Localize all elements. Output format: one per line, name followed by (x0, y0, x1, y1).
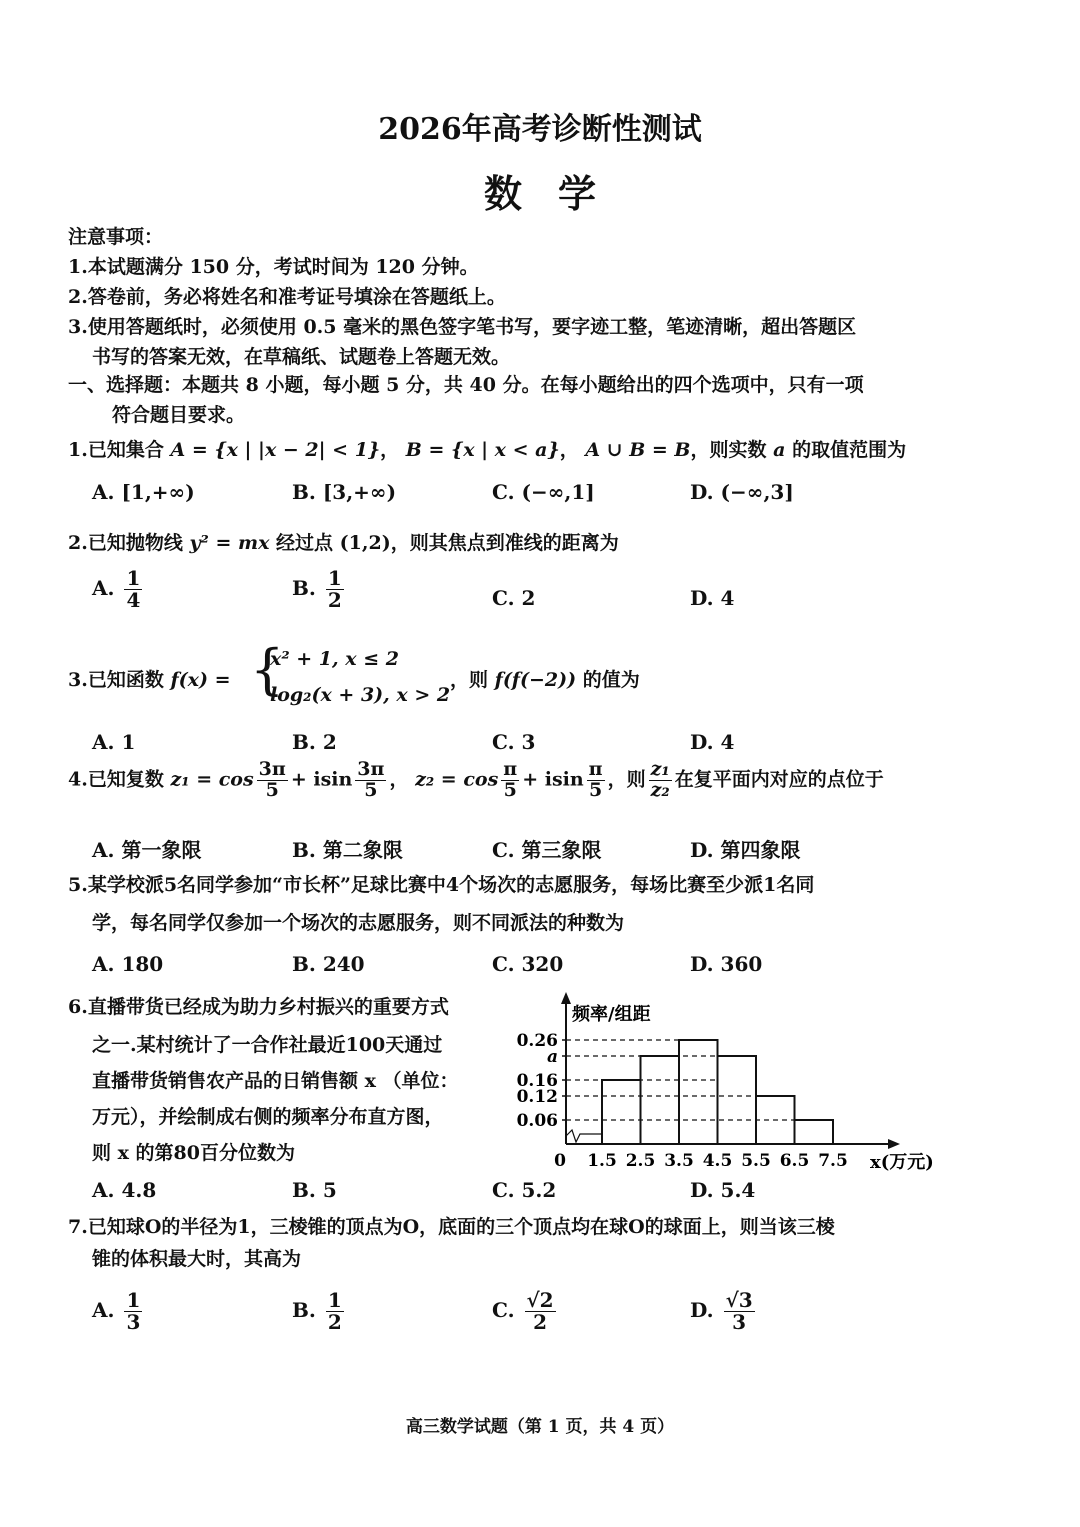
q2-equation: y² = mx (189, 532, 270, 554)
q2-frac-a-den: 4 (126, 588, 141, 612)
q7-frac-b-num: 1 (327, 1288, 342, 1312)
note-3: 3.使用答题纸时，必须使用 0.5 毫米的黑色签字笔书写，要字迹工整，笔迹清晰，超出答题区 (68, 316, 857, 338)
q1-union: A ∪ B = B (585, 439, 691, 461)
q7-option-d-label: D. (690, 1298, 714, 1322)
q4-frac-z1-sin (355, 760, 386, 801)
q3-lead: 3.已知函数 (68, 669, 164, 691)
q3-tail-line (450, 665, 640, 692)
q6-option-b: B. 5 (292, 1178, 337, 1202)
q4-z1-lhs: z₁ = cos (170, 768, 254, 791)
histogram-bar (718, 1056, 757, 1144)
q2-tail: 经过点 (1,2)，则其焦点到准线的距离为 (276, 532, 619, 554)
q1-option-a: A. [1,+∞) (92, 480, 195, 504)
q3-tail: ，则 (450, 669, 489, 691)
q4-frac-z1-sin-num: 3π (357, 758, 385, 780)
q2-frac-b-num: 1 (327, 566, 342, 590)
q7-frac-c-num: √2 (526, 1288, 554, 1312)
histogram-bar (795, 1120, 834, 1144)
q1-tail2: 的取值范围为 (792, 439, 907, 461)
x-tick-label: 3.5 (664, 1151, 694, 1171)
q7-option-a-label: A. (92, 1298, 115, 1322)
q2-option-b (292, 568, 347, 611)
q7-frac-c-den: 2 (533, 1310, 547, 1334)
q7-frac-a (124, 1290, 142, 1333)
q4-ratio (649, 760, 672, 801)
q7-frac-b-den: 2 (327, 1310, 342, 1334)
question-4: 4.已知复数 z₁ = cos $\frac{3\pi}{5}$ + isin $\frac{3\pi}{5}$ ， z₂ = cos $\frac{\pi}{5}$ + isin $\frac{\pi}{5}$ ，则 $\frac{\text{z₁}}{\text{z₂}}$ 在复平面内对应的点位于 (68, 758, 884, 801)
section-heading: 一、选择题：本题共 8 小题，每小题 5 分，共 40 分。在每小题给出的四个选项中，只有一项 (68, 374, 864, 396)
q6-option-a: A. 4.8 (92, 1178, 157, 1202)
origin-label: 0 (554, 1151, 566, 1171)
q7-frac-a-num: 1 (126, 1288, 141, 1312)
q1-lead: 1.已知集合 (68, 439, 164, 461)
q7-line-2: 锥的体积最大时，其高为 (92, 1248, 302, 1270)
q6-line-1: 6.直播带货已经成为助力乡村振兴的重要方式 (68, 996, 449, 1018)
subject-title: 数学 (483, 171, 632, 216)
frequency-histogram (510, 992, 950, 1182)
y-tick-label: 0.26 (516, 1031, 558, 1051)
section-heading-cont: 符合题目要求。 (112, 404, 246, 426)
y-tick-label: 0.06 (516, 1111, 558, 1131)
q4-lead: 4.已知复数 (68, 768, 164, 791)
q4-option-c: C. 第三象限 (492, 838, 602, 862)
q1-set-a: A = {x | |x − 2| < 1} (170, 439, 381, 461)
x-tick-label: 5.5 (741, 1151, 771, 1171)
y-tick-label: 0.12 (516, 1087, 558, 1107)
histogram-bar (602, 1080, 641, 1144)
q7-option-d (690, 1290, 758, 1333)
q4-frac-z1-sin-den: 5 (364, 778, 378, 801)
q7-frac-d-num: √3 (725, 1288, 753, 1312)
q5-line-2: 学，每名同学仅参加一个场次的志愿服务，则不同派法的种数为 (92, 912, 625, 934)
q3-ffx: f(f(−2)) (494, 669, 577, 691)
q3-option-a: A. 1 (92, 730, 136, 754)
q5-option-a: A. 180 (92, 952, 164, 976)
q6-line-3: 直播带货销售农产品的日销售额 x （单位： (92, 1070, 459, 1092)
x-axis-label: x(万元) (870, 1152, 934, 1173)
note-1: 1.本试题满分 150 分，考试时间为 120 分钟。 (68, 256, 479, 278)
q4-frac-z1-cos-num: 3π (258, 758, 286, 780)
q4-frac-z2-cos-den: 5 (503, 778, 517, 801)
q7-option-c-label: C. (492, 1298, 515, 1322)
q1-tail: ，则实数 (690, 439, 767, 461)
x-tick-label: 1.5 (587, 1151, 617, 1171)
q3-case-1: x² + 1, x ≤ 2 (270, 648, 399, 670)
q7-frac-b (326, 1290, 344, 1333)
q5-option-d: D. 360 (690, 952, 763, 976)
q6-option-c: C. 5.2 (492, 1178, 557, 1202)
q7-frac-c (525, 1290, 556, 1333)
q1-option-b: B. [3,+∞) (292, 480, 397, 504)
q2-lead: 2.已知抛物线 (68, 532, 183, 554)
q3-case-2: log₂(x + 3), x > 2 (270, 684, 451, 706)
q1-option-c: C. (−∞,1] (492, 480, 595, 504)
y-tick-label: 0.16 (516, 1071, 558, 1091)
q2-frac-a-num: 1 (126, 566, 141, 590)
note-3-cont: 书写的答案无效，在草稿纸、试题卷上答题无效。 (92, 346, 511, 368)
question-2 (68, 528, 619, 555)
q4-option-a: A. 第一象限 (92, 838, 202, 862)
q3-option-b: B. 2 (292, 730, 337, 754)
q4-tail: 在复平面内对应的点位于 (674, 768, 884, 791)
q4-frac-z1-cos-den: 5 (265, 778, 279, 801)
q4-ratio-num: z₁ (650, 758, 670, 780)
question-1: 1.已知集合 A = {x | |x − 2| < 1}， B = {x | x < a}， A ∪ B = B，则实数 a 的取值范围为 (68, 439, 907, 461)
q2-option-c: C. 2 (492, 586, 536, 610)
x-tick-label: 7.5 (818, 1151, 848, 1171)
q7-option-b (292, 1290, 347, 1333)
q4-z1-mid: + isin (290, 768, 353, 791)
q1-var: a (773, 439, 786, 461)
q7-frac-d (724, 1290, 755, 1333)
q4-z2-mid: + isin (522, 768, 584, 791)
q6-option-d: D. 5.4 (690, 1178, 756, 1202)
notes-heading: 注意事项： (68, 226, 164, 248)
q3-tail2: 的值为 (582, 669, 640, 691)
q2-option-b-label: B. (292, 576, 316, 600)
q5-line-1: 5.某学校派5名同学参加“市长杯”足球比赛中4个场次的志愿服务，每场比赛至少派1名同 (68, 874, 815, 896)
q6-line-5: 则 x 的第80百分位数为 (92, 1142, 295, 1164)
y-axis-label: 频率/组距 (572, 1004, 651, 1025)
q2-frac-a (124, 568, 142, 611)
q2-option-a-label: A. (92, 576, 115, 600)
x-tick-label: 4.5 (702, 1151, 733, 1171)
q2-frac-b-den: 2 (327, 588, 342, 612)
exam-title: 2026年高考诊断性测试 (378, 112, 702, 147)
q6-line-2: 之一.某村统计了一合作社最近100天通过 (92, 1034, 443, 1056)
q3-option-c: C. 3 (492, 730, 536, 754)
q4-frac-z1-cos (257, 760, 288, 801)
q7-option-a (92, 1290, 145, 1333)
q4-frac-z2-sin (587, 760, 605, 801)
axis-break-mark (566, 1130, 602, 1142)
q1-option-d: D. (−∞,3] (690, 480, 794, 504)
q4-option-b: B. 第二象限 (292, 838, 403, 862)
q2-option-d: D. 4 (690, 586, 735, 610)
q2-option-a (92, 568, 145, 611)
q4-frac-z2-cos-num: π (503, 758, 518, 780)
y-tick-label: a (546, 1047, 558, 1067)
q5-option-c: C. 320 (492, 952, 564, 976)
q7-line-1: 7.已知球O的半径为1，三棱锥的顶点为O，底面的三个顶点均在球O的球面上，则当该三棱 (68, 1216, 835, 1238)
q4-z2-lhs: z₂ = cos (415, 768, 499, 791)
q7-option-b-label: B. (292, 1298, 316, 1322)
x-axis-arrow (888, 1139, 900, 1149)
q7-frac-a-den: 3 (126, 1310, 141, 1334)
q4-option-d: D. 第四象限 (690, 838, 801, 862)
page-footer: 高三数学试题（第 1 页，共 4 页） (405, 1417, 675, 1437)
x-tick-label: 2.5 (625, 1151, 656, 1171)
q4-frac-z2-sin-den: 5 (589, 778, 603, 801)
q2-frac-b (326, 568, 344, 611)
q3-brace: { (250, 638, 285, 701)
q3-fx: f(x) = (170, 669, 231, 691)
q6-line-4: 万元），并绘制成右侧的频率分布直方图， (92, 1106, 444, 1128)
q5-option-b: B. 240 (292, 952, 365, 976)
q3-lead-line (68, 665, 230, 692)
q7-option-c (492, 1290, 559, 1333)
x-tick-label: 6.5 (779, 1151, 810, 1171)
q4-then: ，则 (607, 768, 646, 791)
histogram-bar (641, 1056, 680, 1144)
y-axis-arrow (561, 992, 571, 1004)
q1-set-b: B = {x | x < a} (405, 439, 560, 461)
q4-ratio-den: z₂ (650, 778, 670, 801)
note-2: 2.答卷前，务必将姓名和准考证号填涂在答题纸上。 (68, 286, 506, 308)
q4-frac-z2-sin-num: π (588, 758, 603, 780)
q4-frac-z2-cos (501, 760, 519, 801)
q7-frac-d-den: 3 (732, 1310, 747, 1334)
q3-option-d: D. 4 (690, 730, 735, 754)
